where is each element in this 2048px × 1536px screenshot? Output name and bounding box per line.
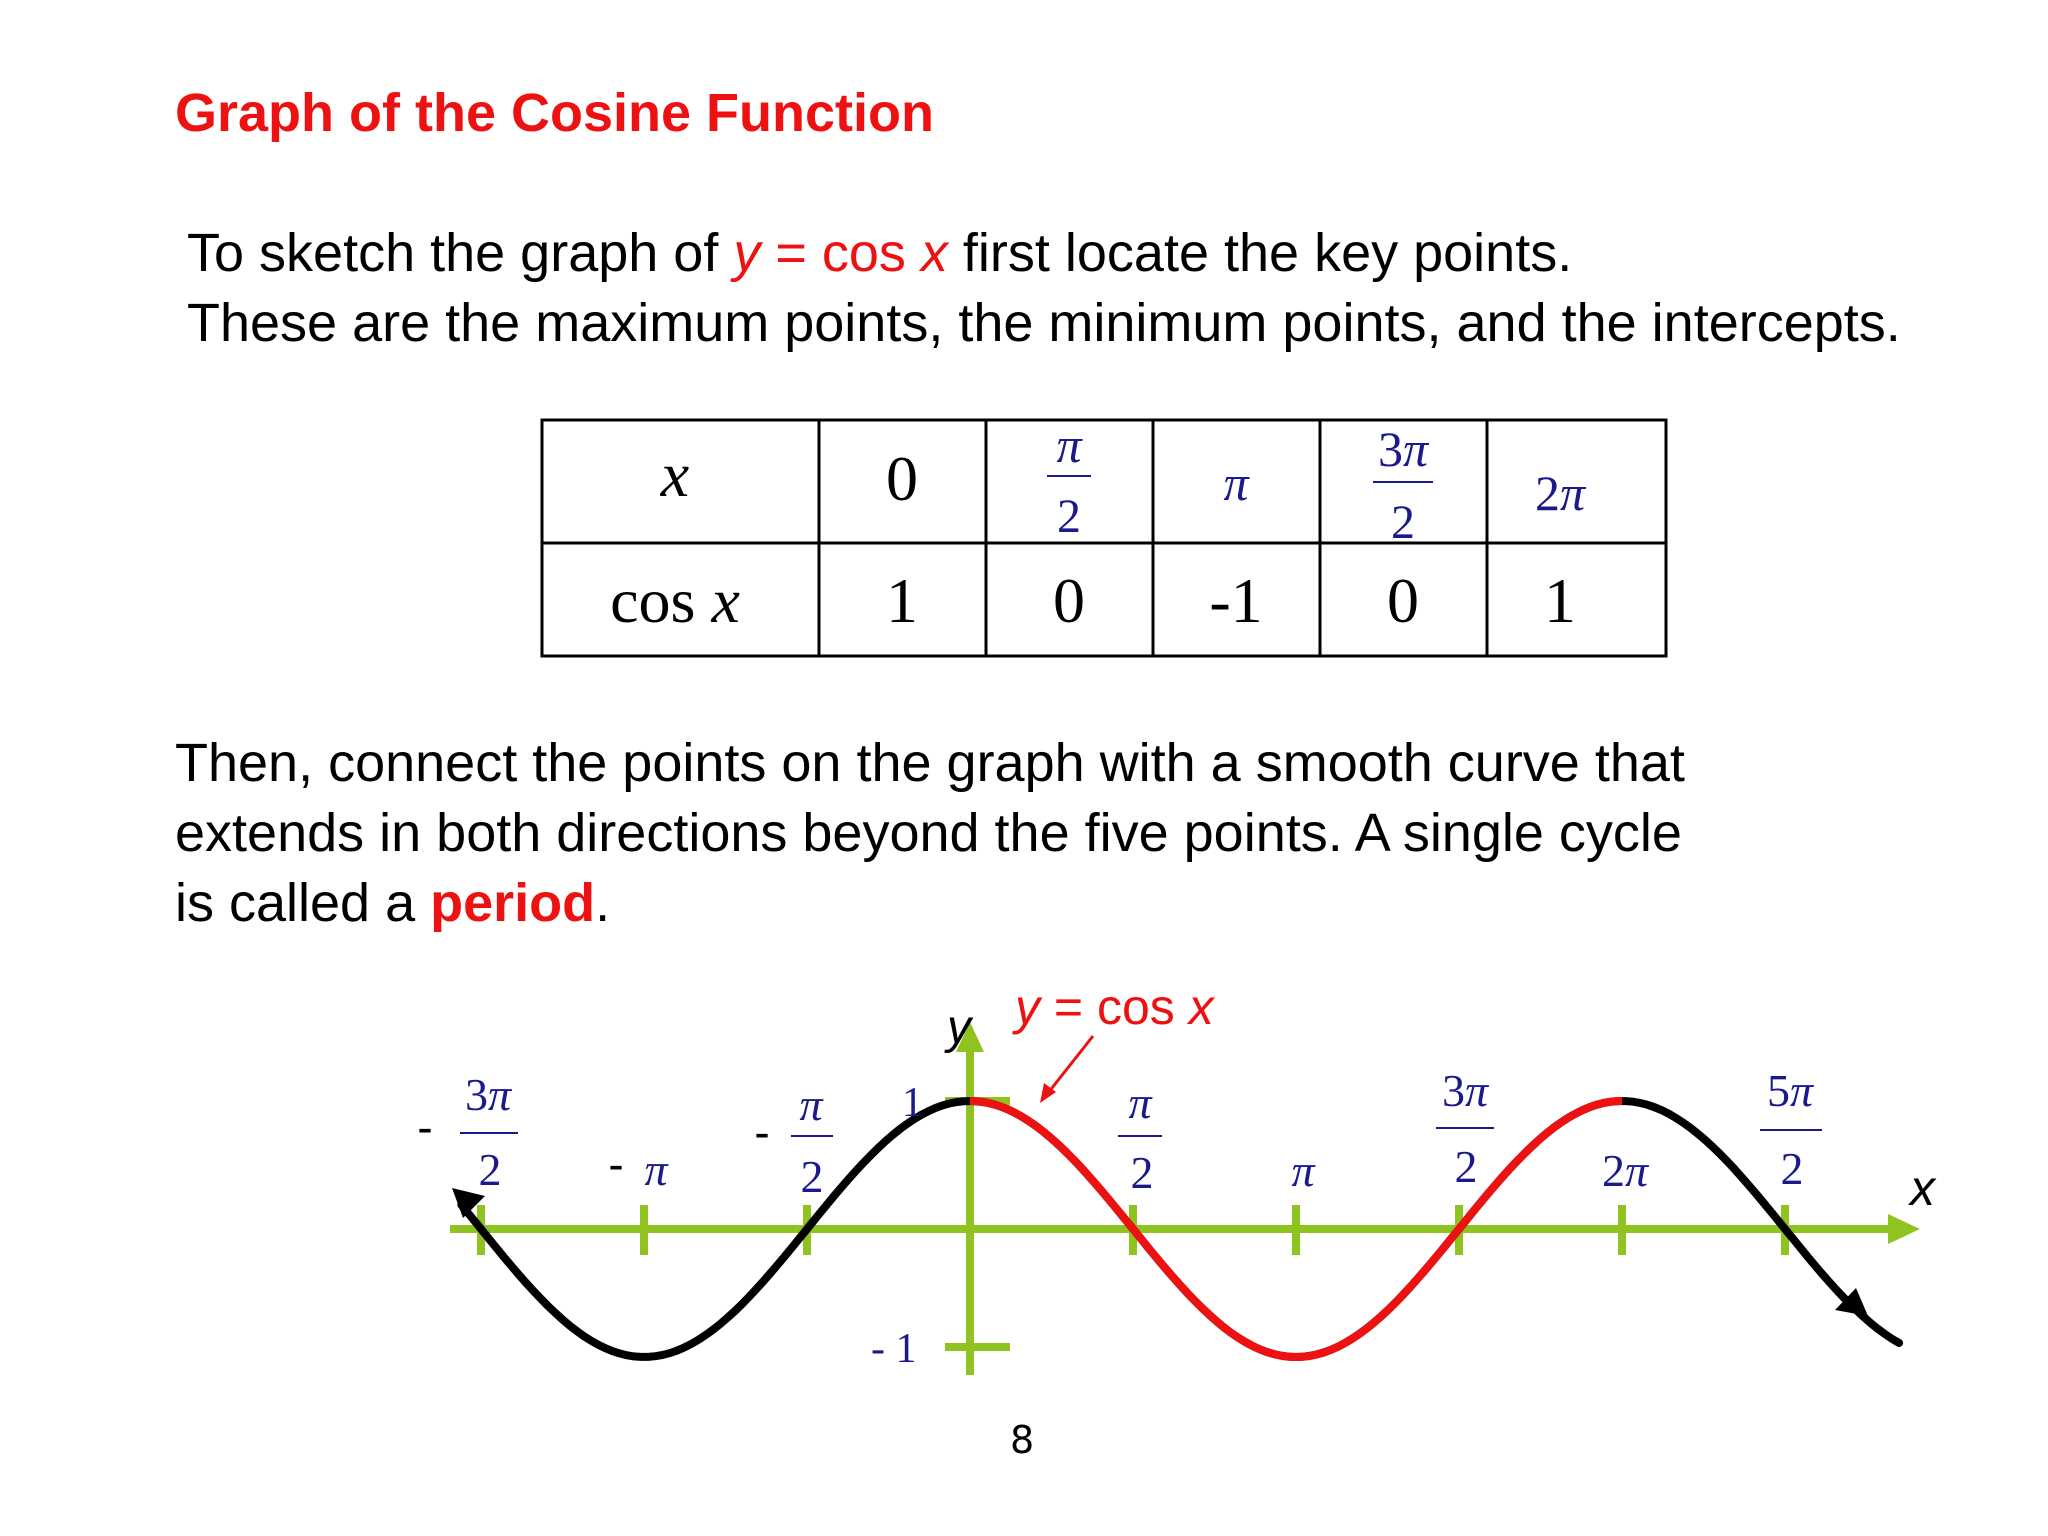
svg-text:2: 2 xyxy=(1130,1147,1154,1198)
svg-text:2: 2 xyxy=(478,1144,502,1195)
x-label-pi: π xyxy=(1291,1145,1315,1196)
slide-title: Graph of the Cosine Function xyxy=(175,83,934,143)
table-x-pi-over-2 xyxy=(1047,417,1091,543)
table-cos-value: -1 xyxy=(1209,565,1263,636)
curve-label-pointer xyxy=(1048,1036,1093,1093)
svg-text:3π: 3π xyxy=(1441,1065,1489,1116)
table-cos-value: 0 xyxy=(1053,565,1085,636)
period-term: period xyxy=(430,873,596,933)
intro-line-2: These are the maximum points, the minimum points, and the intercepts. xyxy=(187,293,1901,353)
svg-text:5π: 5π xyxy=(1766,1065,1814,1116)
table-cos-value: 1 xyxy=(886,565,918,636)
table-cos-value: 0 xyxy=(1387,565,1419,636)
explanation-paragraph: Then, connect the points on the graph with a smooth curve that extends in both directions beyond the five points. A single cycle is called a period. xyxy=(175,733,1685,933)
y-tick-label-neg1: - 1 xyxy=(871,1326,917,1372)
svg-text:2: 2 xyxy=(1780,1143,1804,1194)
svg-text:-: - xyxy=(417,1101,433,1153)
page-number: 8 xyxy=(1010,1418,1035,1462)
svg-text:2: 2 xyxy=(1391,496,1415,549)
svg-text:3π: 3π xyxy=(1377,421,1429,477)
x-label-5pi-over-2 xyxy=(1760,1065,1822,1194)
cosine-graph xyxy=(417,979,1937,1375)
x-axis-label: x xyxy=(1910,1160,1935,1216)
x-axis-arrow-icon xyxy=(1888,1214,1920,1244)
x-label-neg-pi xyxy=(608,1138,669,1195)
svg-text:3π: 3π xyxy=(464,1069,512,1120)
table-x-0: 0 xyxy=(886,443,918,514)
x-label-pi-over-2 xyxy=(1118,1077,1162,1198)
svg-text:-: - xyxy=(754,1106,770,1158)
table-x-2pi: 2π xyxy=(1534,465,1586,521)
x-label-neg-3pi-over-2 xyxy=(417,1069,518,1195)
svg-text:2: 2 xyxy=(1057,490,1081,543)
table-cos-value: 1 xyxy=(1544,565,1576,636)
table-header-cos: cos x xyxy=(610,565,740,636)
y-axis-label: y xyxy=(947,1001,971,1054)
x-label-3pi-over-2 xyxy=(1436,1065,1494,1192)
y-tick-label-1: 1 xyxy=(902,1080,923,1126)
table-x-3pi-over-2 xyxy=(1373,421,1433,549)
intro-line-1: To sketch the graph of y = cos x first locate the key points. xyxy=(187,223,1573,283)
svg-text:π: π xyxy=(799,1079,823,1130)
svg-text:2: 2 xyxy=(1454,1141,1478,1192)
x-label-neg-pi-over-2 xyxy=(754,1079,833,1202)
table-header-x: x xyxy=(660,439,690,510)
curve-label: y = cos x xyxy=(1015,979,1214,1035)
svg-text:-: - xyxy=(608,1138,624,1190)
svg-text:π: π xyxy=(1128,1077,1152,1128)
svg-text:π: π xyxy=(1056,417,1082,473)
x-label-2pi: 2π xyxy=(1601,1145,1649,1196)
table-x-pi: π xyxy=(1223,455,1249,511)
svg-text:π: π xyxy=(644,1144,668,1195)
svg-text:2: 2 xyxy=(800,1151,824,1202)
